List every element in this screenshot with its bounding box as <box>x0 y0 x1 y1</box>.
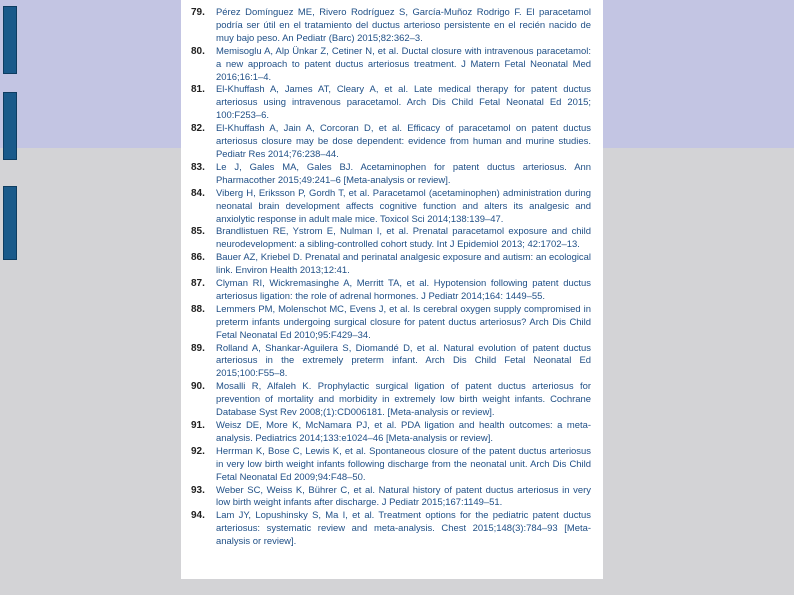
reference-text: El-Khuffash A, Jain A, Corcoran D, et al. Efficacy of paracetamol on patent ductus arteriosus closure may be dose dependent: evidence from human and murine studies. Pediatr Res 2014;76:238–44. <box>216 123 591 160</box>
reference-number: 80. <box>191 45 205 57</box>
reference-number: 89. <box>191 342 205 354</box>
side-tab-2[interactable] <box>3 92 17 160</box>
reference-list <box>191 7 591 549</box>
reference-text: Brandlistuen RE, Ystrom E, Nulman I, et al. Prenatal paracetamol exposure and child neurodevelopment: a sibling-controlled cohort study. Int J Epidemiol 2013; 42:1702–13. <box>216 226 591 251</box>
side-tab-1[interactable] <box>3 6 17 74</box>
reference-item <box>191 420 591 446</box>
reference-number: 93. <box>191 484 205 496</box>
reference-item <box>191 84 591 123</box>
reference-number: 92. <box>191 445 205 457</box>
reference-number: 85. <box>191 226 205 238</box>
reference-item <box>191 162 591 188</box>
reference-number: 82. <box>191 123 205 135</box>
reference-number: 79. <box>191 7 205 18</box>
reference-item <box>191 7 591 46</box>
reference-number: 94. <box>191 510 205 522</box>
reference-text: Viberg H, Eriksson P, Gordh T, et al. Paracetamol (acetaminophen) administration during neonatal brain development affects cognitive function and alters its analgesic and anxiolytic response in adult male mice. Toxicol Sci 2014;138:139–47. <box>216 187 591 225</box>
reference-text: Weisz DE, More K, McNamara PJ, et al. PDA ligation and health outcomes: a meta-analysis. Pediatrics 2014;133:e1024–46 [Meta-analysis or review]. <box>216 420 591 444</box>
reference-text: Herrman K, Bose C, Lewis K, et al. Spontaneous closure of the patent ductus arteriosus in very low birth weight infants following discharge from the neonatal unit. Arch Dis Child Fetal Neonatal Ed 2009;94:F48–50. <box>216 445 591 483</box>
reference-item <box>191 510 591 549</box>
reference-text: Clyman RI, Wickremasinghe A, Merritt TA, et al. Hypotension following patent ductus arteriosus ligation: the role of adrenal hormones. J Pediatr 2014;164: 1449–55. <box>216 278 591 302</box>
reference-text: Mosalli R, Alfaleh K. Prophylactic surgical ligation of patent ductus arteriosus for prevention of mortality and morbidity in extremely low birth weight infants. Cochrane Database Syst Rev 2008;(1):CD006181. [Meta-analysis or review]. <box>216 381 591 419</box>
reference-text: Pérez Domínguez ME, Rivero Rodríguez S, García-Muñoz Rodrigo F. El paracetamol podría ser útil en el tratamiento del ductus arterioso persistente en el recién nacido de muy bajo peso. An Pediatr (Barc) 2015;82:362–3. <box>216 7 591 44</box>
reference-item <box>191 381 591 420</box>
reference-item <box>191 304 591 343</box>
reference-number: 83. <box>191 161 205 173</box>
reference-item <box>191 252 591 278</box>
reference-item <box>191 485 591 511</box>
reference-number: 81. <box>191 84 205 96</box>
reference-text: El-Khuffash A, James AT, Cleary A, et al. Late medical therapy for patent ductus arteriosus using intravenous paracetamol. Arch Dis Child Fetal Neonatal Ed 2015; 100:F253–6. <box>216 84 591 122</box>
reference-item <box>191 343 591 382</box>
reference-text: Weber SC, Weiss K, Bührer C, et al. Natural history of patent ductus arteriosus in very low birth weight infants after discharge. J Pediatr 2015;167:1149–51. <box>216 484 591 509</box>
reference-text: Bauer AZ, Kriebel D. Prenatal and perinatal analgesic exposure and autism: an ecological link. Environ Health 2013;12:41. <box>216 252 591 277</box>
reference-item <box>191 46 591 85</box>
document-page <box>181 0 603 579</box>
reference-item <box>191 123 591 162</box>
reference-item <box>191 446 591 485</box>
reference-number: 88. <box>191 303 205 315</box>
reference-number: 87. <box>191 278 205 290</box>
reference-text: Le J, Gales MA, Gales BJ. Acetaminophen for patent ductus arteriosus. Ann Pharmacother 2015;49:241–6 [Meta-analysis or review]. <box>216 161 591 186</box>
reference-text: Memisoglu A, Alp Ünkar Z, Cetiner N, et al. Ductal closure with intravenous paracetamol: a new approach to patent ductus arteriosus treatment. J Matern Fetal Neonatal Med 2016;16:1–4. <box>216 45 591 83</box>
reference-text: Rolland A, Shankar-Aguilera S, Diomandé D, et al. Natural evolution of patent ductus arteriosus in the extremely preterm infant. Arch Dis Child Fetal Neonatal Ed 2015;100:F55–8. <box>216 342 591 380</box>
reference-number: 86. <box>191 252 205 264</box>
reference-item <box>191 226 591 252</box>
reference-item <box>191 278 591 304</box>
reference-text: Lemmers PM, Molenschot MC, Evens J, et al. Is cerebral oxygen supply compromised in preterm infants undergoing surgical closure for patent ductus arteriosus? Arch Dis Child Fetal Neonatal Ed 2010;95:F429–34. <box>216 303 591 341</box>
reference-text: Lam JY, Lopushinsky S, Ma I, et al. Treatment options for the pediatric patent ductus arteriosus: systematic review and meta-analysis. Chest 2015;148(3):784–93 [Meta-analysis or review]. <box>216 510 591 548</box>
side-tab-3[interactable] <box>3 186 17 260</box>
reference-number: 91. <box>191 420 205 431</box>
reference-item <box>191 188 591 227</box>
reference-number: 90. <box>191 381 205 393</box>
reference-number: 84. <box>191 187 205 199</box>
